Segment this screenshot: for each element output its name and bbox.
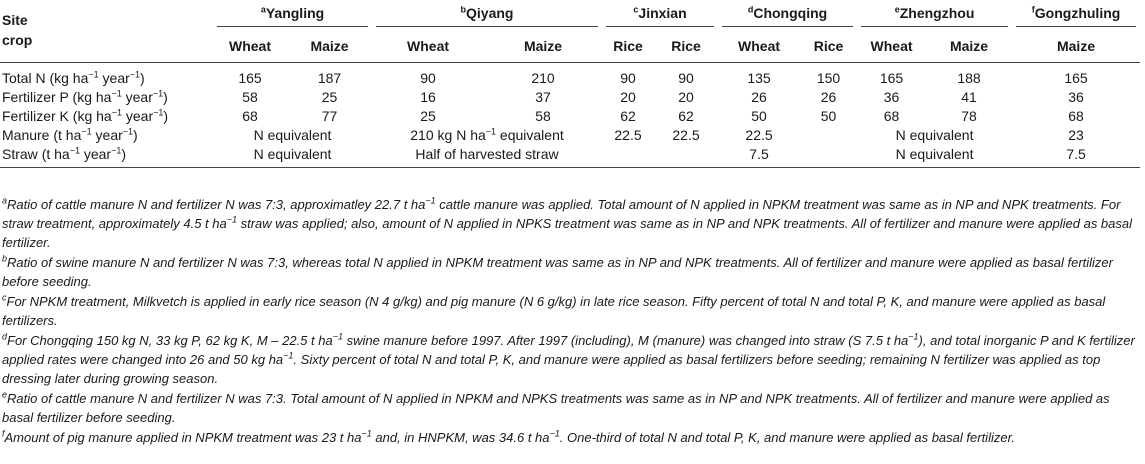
crop-header-row [0,30,1140,63]
fertilizer-application-table [0,0,1140,168]
crop-header: Maize [1012,30,1140,63]
table-cell: 7.5 [718,145,800,168]
crop-header: Wheat [372,30,484,63]
footnote-c: $^c$For NPKM treatment, Milkvetch is applied in early rice season (N 4 g/kg) and pig manure (N 6 g/kg) in late rice season. Fifty percent of total N and total P, K, and manure were applied as basal fertilizers. [2,292,1106,328]
site-chongqing: $^d$Chongqing [718,0,857,30]
table-cell: 68 [1068,108,1084,124]
table-cell: 23 [1068,127,1084,143]
table-cell: 50 [820,108,837,124]
table-cell [800,126,857,145]
crop-header: Maize [926,30,1012,63]
table-cell: 20 [620,89,636,105]
table-cell: N equivalent [857,145,1012,168]
table-cell: 90 [620,70,636,86]
table-cell: 36 [883,89,900,105]
fertilizer-table-figure [0,0,1145,168]
table-cell: 188 [957,70,981,86]
table-cell: 150 [816,70,841,86]
site-qiyang: $^b$Qiyang [372,0,602,30]
table-cell: 22.5 [614,127,642,143]
footnote-d: $^d$For Chongqing 150 kg N, 33 kg P, 62 kg K, M – 22.5 t $ha^{-1}$ swine manure before 1997. After 1997 (including), M (manure) was changed into straw (S 7.5 t $ha^{-1}$), and total inorganic P and K fertilizer applied rates were changed into 26 and 50 kg $ha^{-1}$. Sixty percent of total N and total P, K, and manure were applied as basal fertilizers before seeding; remaining N fertilizer was applied as top dressing later during growing season. [2,331,1135,386]
row-label: Total N (kg $ha^{-1}$ year$^{-1}$) [2,69,145,86]
row-manure [0,126,1140,145]
table-cell: 25 [321,89,338,105]
table-cell [800,145,857,168]
crop-header: Wheat [213,30,287,63]
table-cell: N equivalent [253,127,332,143]
table-cell: 7.5 [1012,145,1140,168]
table-cell [602,145,654,168]
crop-header: Rice [800,30,857,63]
row-label: Straw (t $ha^{-1}$ year$^{-1}$) [0,145,213,168]
footnote-e: $^e$Ratio of cattle manure N and fertilizer N was 7:3. Total amount of N applied in NPKM and NPKS treatments was same as in NP and NPK treatments. All of fertilizer and manure were applied as basal fertilizer before seeding. [2,389,1110,425]
table-cell: N equivalent [213,145,372,168]
table-cell: 26 [820,89,837,105]
row-label: Fertilizer P (kg $ha^{-1}$ year$^{-1}$) [2,88,168,105]
crop-header: Rice [654,30,718,63]
table-cell: 26 [751,89,767,105]
row-label: Fertilizer K (kg $ha^{-1}$ year$^{-1}$) [2,107,169,124]
footnote-a: $^a$Ratio of cattle manure N and fertilizer N was 7:3, approximatley 22.7 t $ha^{-1}$ cattle manure was applied. Total amount of N applied in NPKM treatment was same as in NP and NPK treatments. For straw treatment, approximately 4.5 t $ha^{-1}$ straw was applied; also, amount of N applied in NPKS treatment was same as in NP and NPK treatments. All of fertilizer and manure were applied as basal fertilizer. [2,195,1133,250]
site-gongzhuling: $^f$Gongzhuling [1012,0,1140,30]
site-label: Site [2,12,28,28]
table-cell: 37 [535,89,551,105]
table-cell: 22.5 [745,127,773,143]
table-cell: 210 [531,70,555,86]
crop-header: Wheat [857,30,926,63]
row-fertilizer-k [0,107,1140,126]
row-straw [0,145,1140,168]
table-cell: 165 [238,70,262,86]
row-fertilizer-p [0,88,1140,107]
crop-header: Rice [602,30,654,63]
table-cell: 78 [961,108,977,124]
site-zhengzhou: $^e$Zhengzhou [857,0,1012,30]
crop-header: Wheat [718,30,800,63]
table-cell: 25 [420,108,436,124]
table-cell: 62 [620,108,636,124]
crop-header: Maize [484,30,602,63]
table-cell: Half of harvested straw [372,145,602,168]
table-cell: 16 [420,89,436,105]
table-cell: 90 [420,70,436,86]
table-cell: 165 [879,70,904,86]
table-cell: 20 [678,89,694,105]
table-cell: 58 [535,108,551,124]
table-cell: 62 [678,108,694,124]
table-cell: 187 [317,70,342,86]
table-cell: 68 [242,108,258,124]
table-cell: 210 kg N $ha^{-1}$ equivalent [410,126,564,143]
site-header-row [0,0,1140,30]
table-cell: 68 [883,108,900,124]
table-cell: 135 [747,70,771,86]
footnote-b: $^b$Ratio of swine manure N and fertilizer N was 7:3, whereas total N applied in NPKM treatment was same as in NP and NPK treatments. All of fertilizer and manure were applied as basal fertilizer before seeding. [2,253,1113,289]
footnote-f: $^f$Amount of pig manure applied in NPKM treatment was 23 t $ha^{-1}$ and, in HNPKM, was 34.6 t $ha^{-1}$. One-third of total N and total P, K, and manure were applied as basal fertilizer. [2,428,1016,445]
table-cell [654,145,718,168]
table-cell: 50 [751,108,767,124]
row-label: Manure (t $ha^{-1}$ year$^{-1}$) [2,126,138,143]
table-cell: 165 [1064,70,1088,86]
table-cell: 41 [961,89,977,105]
table-cell: 90 [678,70,694,86]
table-cell: 22.5 [672,127,700,143]
table-footnotes [0,195,1140,447]
site-yangling: $^a$Yangling [213,0,372,30]
site-jinxian: $^c$Jinxian [602,0,718,30]
crop-label: crop [0,30,213,63]
table-cell: 36 [1068,89,1084,105]
row-total-n [0,63,1140,89]
table-cell: 77 [321,108,338,124]
table-cell: N equivalent [895,127,974,143]
crop-header: Maize [287,30,372,63]
table-cell: 58 [242,89,258,105]
